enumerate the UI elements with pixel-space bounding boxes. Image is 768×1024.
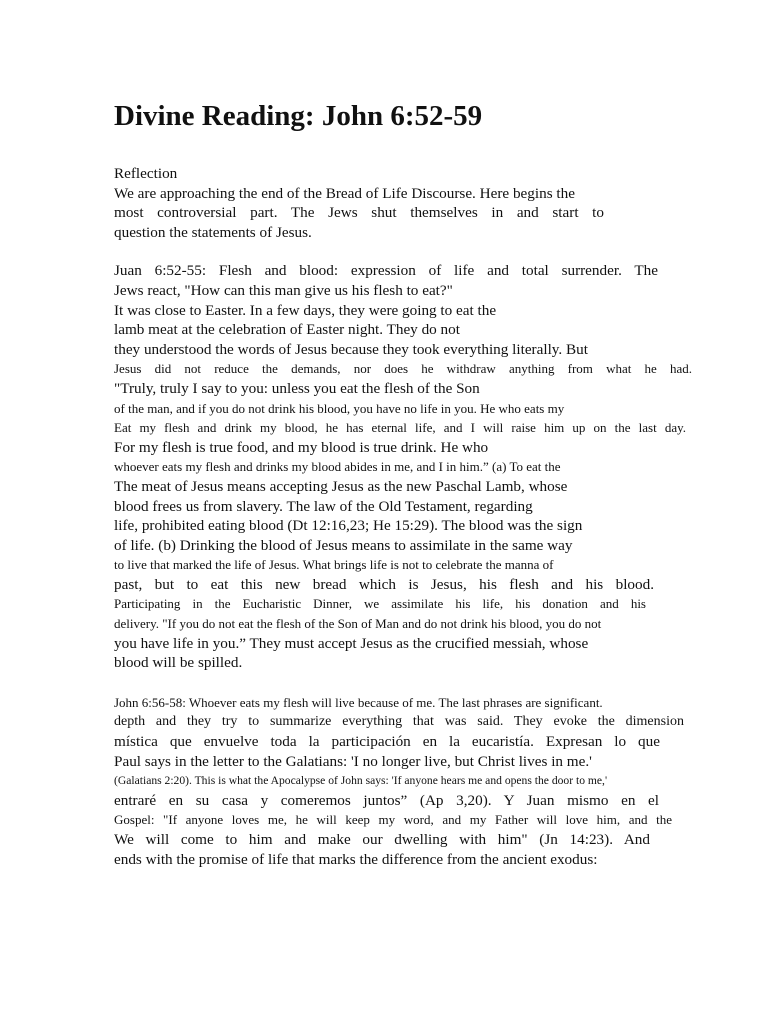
text-line: "Truly, truly I say to you: unless you eat the flesh of the Son [114, 379, 480, 397]
john-6-56-58-paragraph [114, 693, 698, 869]
text-line: depth and they try to summarize everything that was said. They evoke the dimension [114, 714, 684, 730]
text-line: you have life in you.” They must accept Jesus as the crucified messiah, whose [114, 634, 589, 652]
text-line: whoever eats my flesh and drinks my blood abides in me, and I in him.” (a) To eat the [114, 459, 561, 475]
text-line: Paul says in the letter to the Galatians: 'I no longer live, but Christ lives in me.' [114, 752, 592, 770]
text-line: Gospel: "If anyone loves me, he will keep my word, and my Father will love him, and the [114, 812, 672, 828]
text-line: We will come to him and make our dwelling with him" (Jn 14:23). And [114, 831, 650, 848]
text-line: Participating in the Eucharistic Dinner, we assimilate his life, his donation and his [114, 596, 646, 612]
text-line: lamb meat at the celebration of Easter night. They do not [114, 321, 460, 339]
text-line: Jesus did not reduce the demands, nor does he withdraw anything from what he had. [114, 361, 692, 377]
text-line: entraré en su casa y comeremos juntos” (Ap 3,20). Y Juan mismo en el [114, 791, 659, 809]
text-line: Jews react, "How can this man give us his flesh to eat?" [114, 281, 453, 299]
text-line: delivery. "If you do not eat the flesh of the Son of Man and do not drink his blood, you do not [114, 616, 602, 632]
juan-6-52-55-paragraph [114, 261, 698, 672]
reflection-paragraph [114, 164, 698, 242]
text-line: of life. (b) Drinking the blood of Jesus means to assimilate in the same way [114, 536, 573, 554]
text-line: they understood the words of Jesus because they took everything literally. But [114, 340, 588, 358]
text-line: It was close to Easter. In a few days, they were going to eat the [114, 301, 497, 319]
text-line: most controversial part. The Jews shut themselves in and start to [114, 204, 604, 222]
document-title: Divine Reading: John 6:52-59 [114, 100, 483, 132]
text-line: ends with the promise of life that marks the difference from the ancient exodus: [114, 850, 598, 868]
text-line: Eat my flesh and drink my blood, he has eternal life, and I will raise him up on the last day. [114, 420, 686, 436]
text-line: blood frees us from slavery. The law of the Old Testament, regarding [114, 497, 533, 515]
text-line: blood will be spilled. [114, 654, 243, 672]
text-line: Juan 6:52-55: Flesh and blood: expression of life and total surrender. The [114, 262, 658, 280]
text-line: past, but to eat this new bread which is Jesus, his flesh and his blood. [114, 575, 654, 593]
text-line: We are approaching the end of the Bread of Life Discourse. Here begins the [114, 184, 575, 202]
text-line: (Galatians 2:20). This is what the Apocalypse of John says: 'If anyone hears me and opens the door to me,' [114, 774, 608, 788]
text-line: John 6:56-58: Whoever eats my flesh will live because of me. The last phrases are significant. [114, 694, 603, 710]
text-line: of the man, and if you do not drink his blood, you have no life in you. He who eats my [114, 400, 565, 416]
text-line: to live that marked the life of Jesus. What brings life is not to celebrate the manna of [114, 557, 554, 573]
text-line: mística que envuelve toda la participación en la eucaristía. Expresan lo que [114, 733, 660, 751]
text-line: Reflection [114, 165, 178, 182]
text-line: The meat of Jesus means accepting Jesus as the new Paschal Lamb, whose [114, 477, 568, 495]
text-line: question the statements of Jesus. [114, 223, 312, 241]
text-line: For my flesh is true food, and my blood is true drink. He who [114, 438, 489, 456]
text-line: life, prohibited eating blood (Dt 12:16,23; He 15:29). The blood was the sign [114, 517, 583, 535]
